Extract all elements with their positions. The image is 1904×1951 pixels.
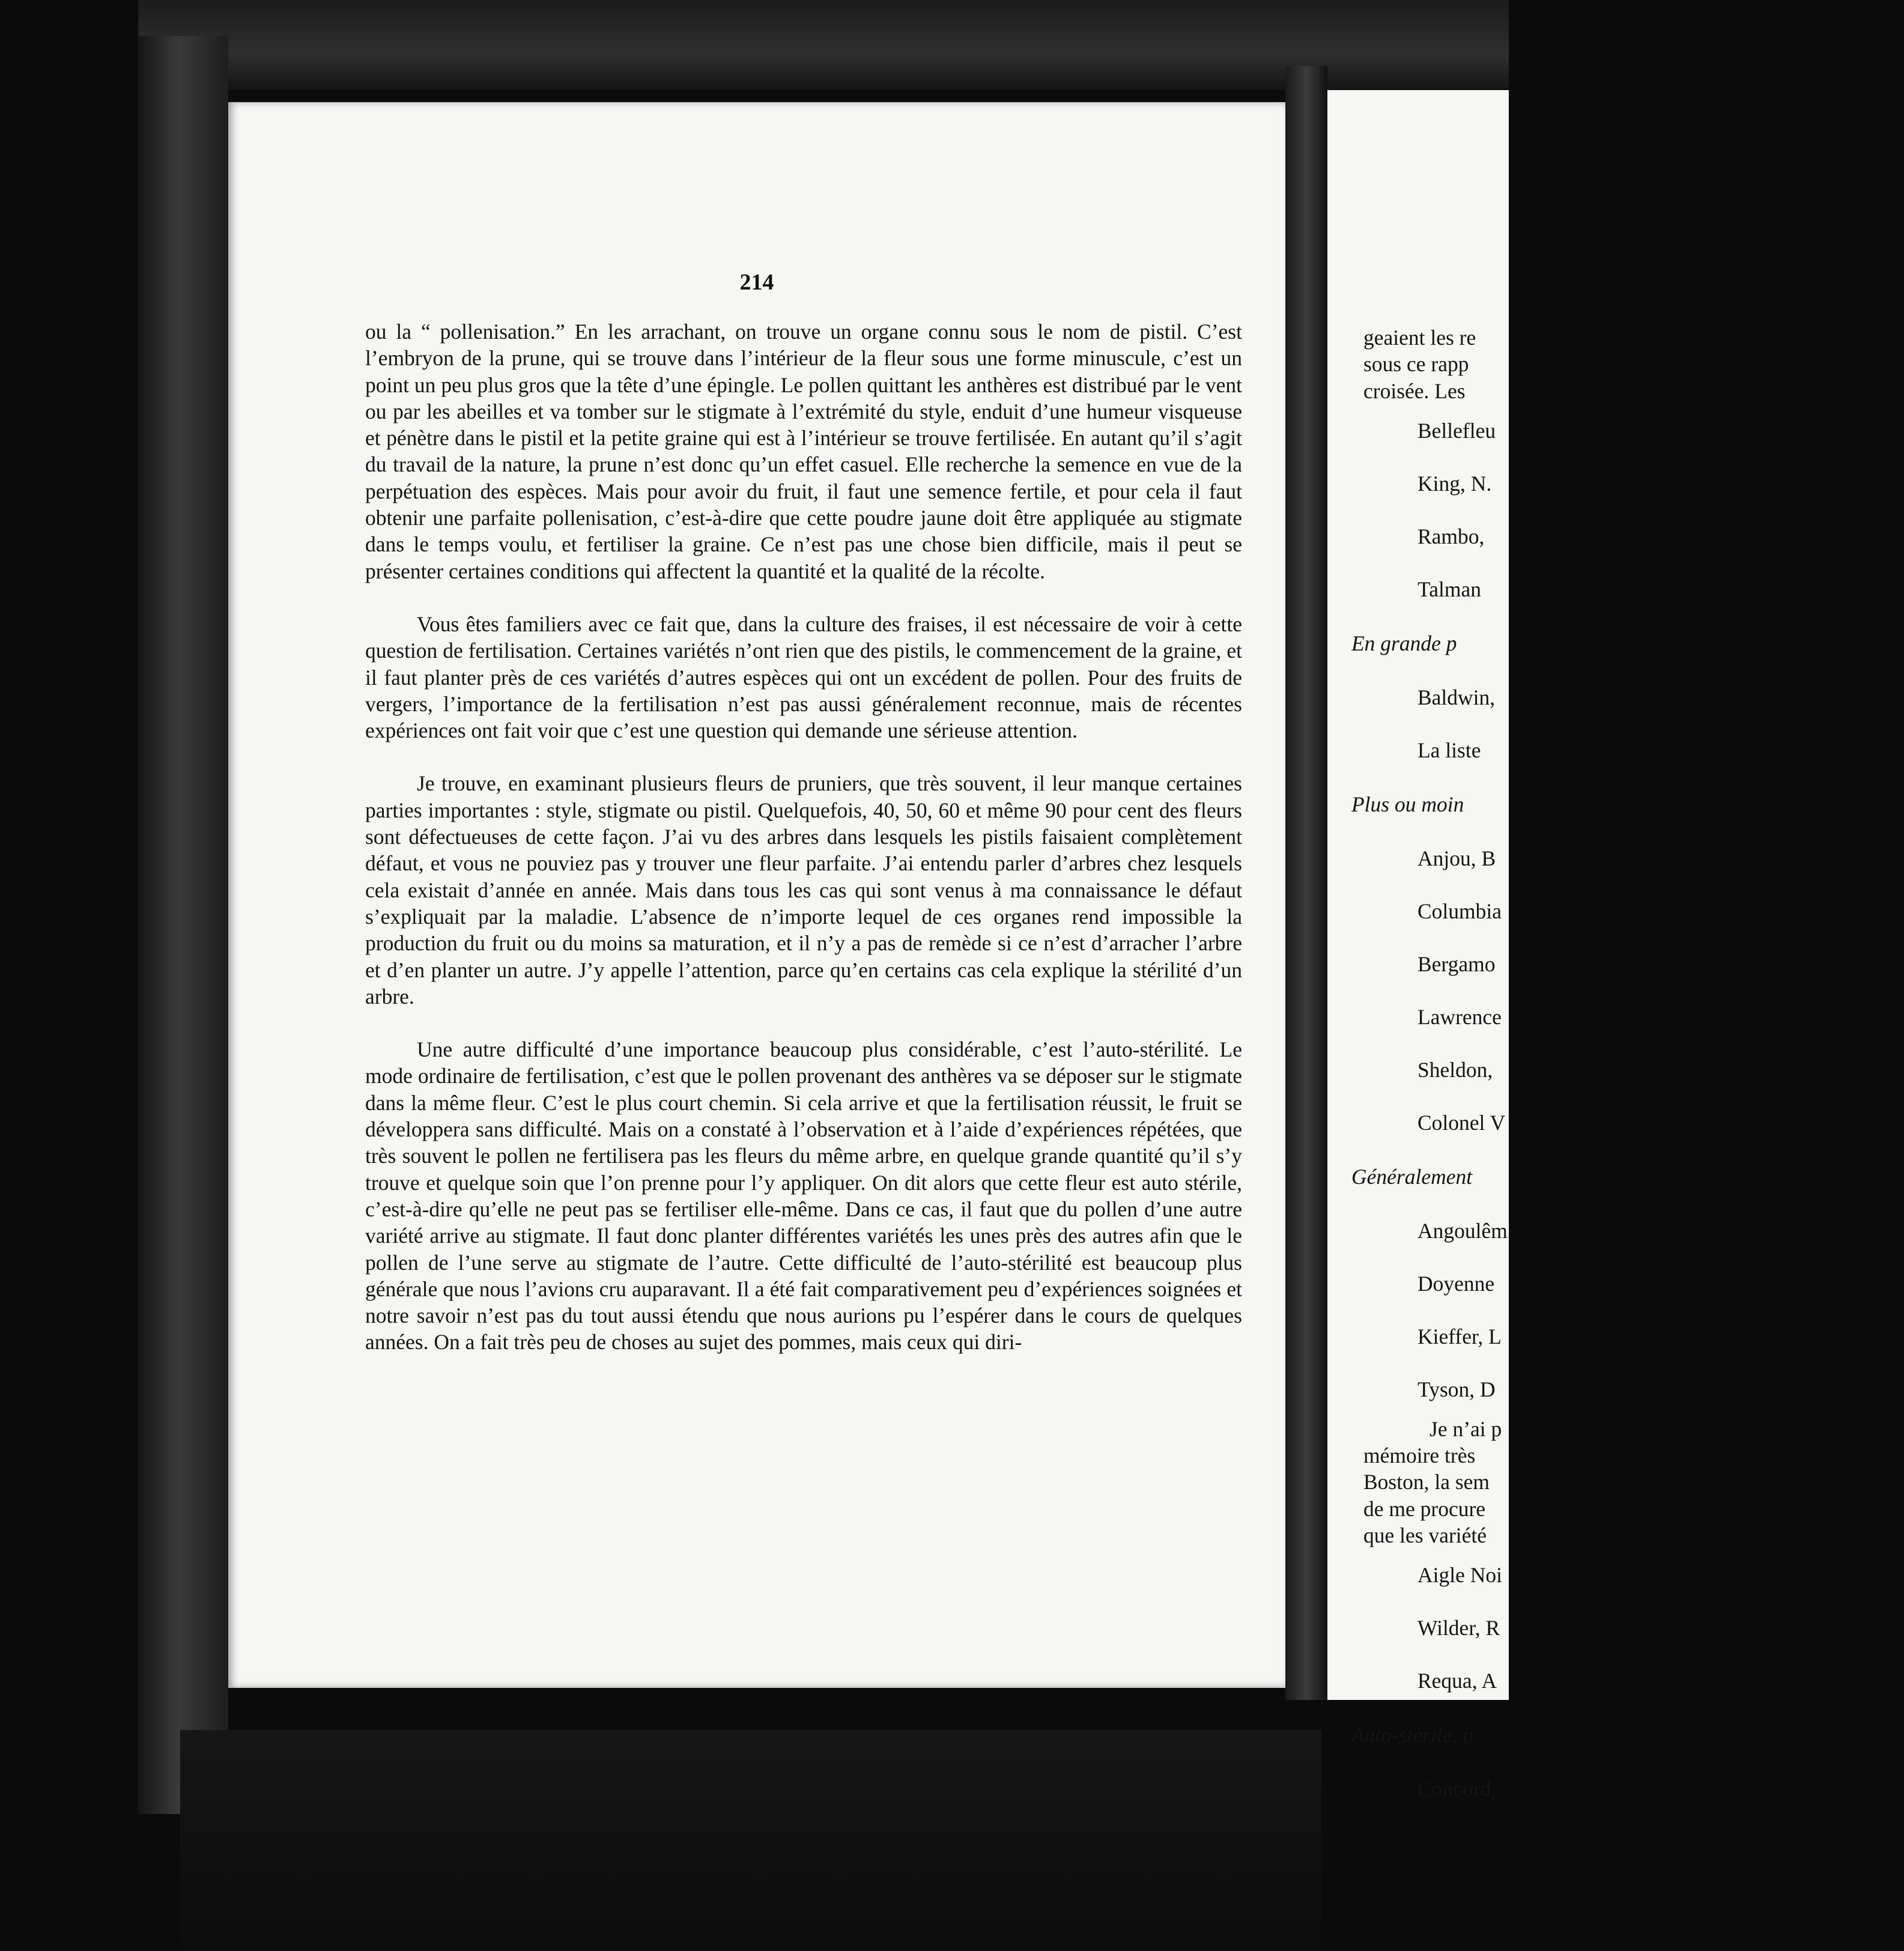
facing-text-line: de me procure — [1363, 1496, 1486, 1521]
facing-list-item: Colonel V — [1417, 1110, 1506, 1135]
facing-list-item: Baldwin, — [1417, 685, 1496, 709]
facing-text-line: geaient les re — [1363, 326, 1476, 350]
page-number: 214 — [739, 270, 774, 295]
facing-page-body — [1351, 324, 1904, 1815]
facing-list-item: Concord, — [1417, 1777, 1497, 1801]
left-page — [228, 102, 1285, 1688]
facing-text-line: sous ce rapp — [1363, 352, 1469, 377]
paragraph-2: Vous êtes familiers avec ce fait que, dans la culture des fraises, il est nécessaire de voir à cette question de fertilisation. Certaines variétés n’ont rien que des pistils, le commencement de la graine, et il faut planter près de ces variétés d’autres espèces qui ont un excédent de pollen. Pour des fruits de vergers, l’importance de la fertilisation n’est pas aussi généralement reconnue, mais de récentes expériences ont fait voir que c’est une question qui demande une sérieuse attention. — [365, 611, 1242, 743]
facing-text-line: Boston, la sem — [1363, 1470, 1490, 1494]
facing-section-heading: En grande p — [1351, 631, 1457, 655]
facing-list-item: Kieffer, L — [1417, 1324, 1502, 1349]
facing-section-heading: Généralement — [1351, 1164, 1473, 1189]
facing-text-line: Je n’ai p — [1430, 1416, 1502, 1441]
facing-list-item: Rambo, — [1417, 524, 1485, 548]
facing-list-item: Bergamo — [1417, 951, 1496, 976]
facing-list-item: La liste — [1417, 738, 1481, 762]
facing-text-line: que les variété — [1363, 1523, 1487, 1548]
facing-text-line: mémoire très — [1363, 1443, 1476, 1468]
facing-section-heading: Auto-stérile, p — [1351, 1723, 1474, 1747]
facing-list-item: Columbia — [1417, 899, 1502, 923]
paragraph-4: Une autre difficulté d’une importance beaucoup plus considérable, c’est l’auto-stérilité. Le mode ordinaire de fertilisation, c’est que le pollen provenant des anthères va se déposer sur le stigmate dans la même fleur. C’est le plus court chemin. Si cela arrive et que la fertilisation réussit, le fruit se développera sans difficulté. Mais on a constaté à l’observation et à l’aide d’expériences répétées, que très souvent le pollen ne fertilisera pas les fleurs du même arbre, en quelque grande quantité qu’il s’y trouve et quelque soin que l’on prenne pour l’y appliquer. On dit alors que cette fleur est auto stérile, c’est-à-dire qu’elle ne peut pas se fertiliser elle-même. Dans ce cas, il faut que du pollen d’une autre variété arrive au stigmate. Il faut donc planter différentes variétés les unes près des autres afin que le pollen de l’une serve au stigmate de l’autre. Cette difficulté de l’auto-stérilité est beaucoup plus générale que nous l’avions cru auparavant. Il a été fait comparativement peu d’expériences soignées et notre savoir n’est pas du tout aussi étendu que nous aurions pu l’espérer dans le cours de quelques années. On a fait très peu de choses au sujet des pommes, mais ceux qui diri- — [365, 1037, 1242, 1355]
book-spine-gutter — [1285, 66, 1327, 1700]
facing-list-item: Talman — [1417, 577, 1481, 601]
page-body — [365, 318, 1242, 1382]
paragraph-1: ou la “ pollenisation.” En les arrachant, on trouve un organe connu sous le nom de pistil. C’est l’embryon de la prune, qui se trouve dans l’intérieur de la fleur sous une forme minuscule, c’est un point un peu plus gros que la tête d’une épingle. Le pollen quittant les anthères est distribué par le vent ou par les abeilles et va tomber sur le stigmate à l’extrémité du style, enduit d’une humeur visqueuse et pénètre dans le pistil et la petite graine qui est à l’intérieur se trouve fertilisée. En autant qu’il s’agit du travail de la nature, la prune n’est donc qu’un effet casuel. Elle recherche la semence en vue de la perpétuation des espèces. Mais pour avoir du fruit, il faut une semence fertile, et pour cela il faut obtenir une parfaite pollenisation, c’est-à-dire que cette poudre jaune doit être appliquée au stigmate dans le temps voulu, et fertiliser la graine. Ce n’est pas une chose bien difficile, mais il peut se présenter certaines conditions qui affectent la quantité et la qualité de la récolte. — [365, 320, 1242, 583]
facing-list-item: Angoulêm — [1417, 1218, 1508, 1243]
facing-list-item: Lawrence — [1417, 1004, 1502, 1029]
facing-list-item: King, N. — [1417, 471, 1492, 496]
facing-list-item: Wilder, R — [1417, 1616, 1500, 1640]
facing-section-heading: Plus ou moin — [1351, 792, 1464, 816]
binding-left-edge — [138, 36, 228, 1814]
facing-list-item: Sheldon, — [1417, 1057, 1493, 1082]
facing-list-item: Requa, A — [1417, 1669, 1497, 1693]
binding-bottom-edge — [180, 1730, 1321, 1951]
facing-list-item: Tyson, D — [1417, 1377, 1496, 1401]
facing-list-item: Aigle Noi — [1417, 1563, 1502, 1588]
facing-page — [1327, 90, 1509, 1801]
facing-list-item: Anjou, B — [1417, 846, 1496, 870]
facing-list-item: Bellefleu — [1417, 418, 1496, 443]
facing-list-item: Doyenne — [1417, 1271, 1495, 1296]
facing-text-line: croisée. Les — [1363, 378, 1466, 403]
paragraph-3: Je trouve, en examinant plusieurs fleurs de pruniers, que très souvent, il leur manque certaines parties importantes : style, stigmate ou pistil. Quelquefois, 40, 50, 60 et même 90 pour cent des fleurs sont défectueuses de cette façon. J’ai vu des arbres dans lesquels les pistils faisaient complètement défaut, et vous ne pouviez pas y trouver une fleur parfaite. J’ai entendu parler d’arbres chez lesquels cela existait d’année en année. Mais dans tous les cas qui sont venus à ma connaissance le défaut s’expliquait par la maladie. L’absence de n’importe lequel de ces organes rend impossible la production du fruit ou du moins sa maturation, et il n’y a pas de remède si ce n’est d’arracher l’arbre et d’en planter un autre. J’y appelle l’attention, parce qu’en certains cas cela explique la stérilité d’un arbre. — [365, 771, 1242, 1009]
